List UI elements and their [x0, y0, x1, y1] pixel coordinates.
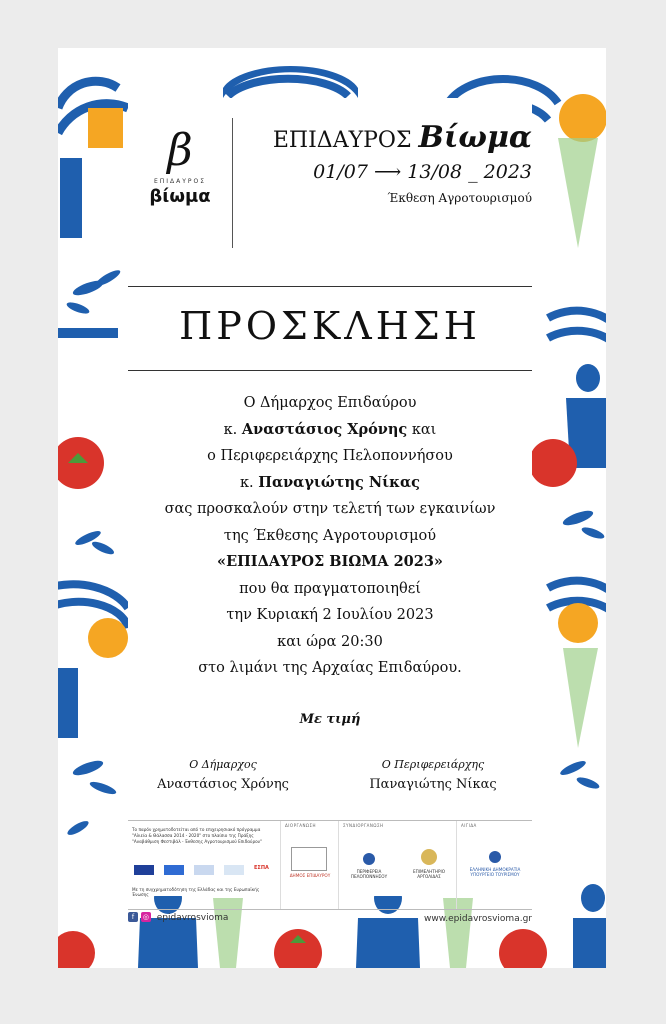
- governor-name: Παναγιώτης Νίκας: [258, 473, 421, 491]
- social-bar: [128, 912, 532, 932]
- sponsors-footer: [128, 820, 532, 910]
- event-subtitle: Έκθεση Αγροτουρισμού: [387, 191, 532, 205]
- invitation-body: [128, 390, 532, 682]
- heading-text: ΠΡΟΣΚΛΗΣΗ: [179, 304, 481, 348]
- body-line: σας προσκαλούν στην τελετή των εγκαινίων: [164, 501, 496, 517]
- instagram-icon[interactable]: ◎: [142, 913, 149, 921]
- signature-role: Ο Περιφερειάρχης: [381, 758, 485, 771]
- signature-name: Παναγιώτης Νίκας: [369, 777, 497, 792]
- body-line: Ο Δήμαρχος Επιδαύρου: [243, 395, 417, 411]
- fisheries-logo-icon: [224, 865, 244, 875]
- organizer-caption: ΔΙΟΡΓΑΝΩΣΗ: [285, 823, 317, 828]
- program-column: [128, 821, 278, 909]
- body-line: [128, 470, 532, 497]
- signature-name: Αναστάσιος Χρόνης: [157, 777, 289, 792]
- body-line: και ώρα 20:30: [277, 633, 383, 650]
- event-title-plain: ΕΠΙΔΑΥΡΟΣ: [272, 128, 412, 153]
- invitation-poster: [58, 48, 606, 968]
- region-logo-icon: [363, 853, 375, 865]
- invitation-heading: [128, 286, 532, 371]
- signature-mayor: [128, 758, 318, 792]
- arrow-icon: ⟶: [373, 161, 402, 183]
- auspices-caption: ΑΙΓΙΔΑ: [461, 823, 477, 828]
- mayor-name: Αναστάσιος Χρόνης: [241, 420, 408, 438]
- eu-flag-icon: [134, 865, 154, 875]
- body-line: την Κυριακή 2 Ιουλίου 2023: [226, 607, 434, 623]
- prefix-text: κ.: [239, 474, 254, 491]
- chamber-logo-icon: [421, 849, 437, 865]
- date-start: 01/07: [313, 161, 368, 183]
- greek-flag-icon: [164, 865, 184, 875]
- logo-symbol: β: [167, 125, 193, 176]
- logo: [128, 118, 233, 248]
- municipality-logo-icon: [291, 847, 327, 871]
- organizer-column: [280, 821, 337, 909]
- event-title-bold: Βίωμα: [418, 120, 532, 155]
- signature-role: Ο Δήμαρχος: [189, 758, 257, 771]
- body-line: ο Περιφερειάρχης Πελοποννήσου: [207, 448, 453, 464]
- auspices-column: [456, 821, 533, 909]
- header-title-block: [273, 120, 532, 205]
- dash-icon: _: [468, 161, 478, 183]
- coorganizer-column: [338, 821, 455, 909]
- logo-small-text: ΕΠΙΔΑΥΡΟΣ: [153, 178, 207, 185]
- auspices-name: ΕΛΛΗΝΙΚΗ ΔΗΜΟΚΡΑΤΙΑ ΥΠΟΥΡΓΕΙΟ ΤΟΥΡΙΣΜΟΥ: [469, 867, 521, 877]
- event-dates: [273, 161, 532, 183]
- header: [128, 98, 532, 287]
- social-handle[interactable]: epidavrosvioma: [156, 912, 229, 923]
- body-line: της Έκθεσης Αγροτουρισμού: [223, 527, 437, 544]
- invitation-card: [128, 98, 532, 924]
- logo-word: βίωμα: [149, 186, 211, 207]
- program-text: Το παρόν χρηματοδοτείται από το επιχειρησιακό πρόγραμμα "Αλιεία & Θάλασσα 2014 - 2020" στο πλαίσιο της Πράξης "Αναβάθμιση Φεστιβάλ - Έκθεσης Αγροτουρισμού Επιδαύρου": [132, 827, 263, 844]
- event-name: «ΕΠΙΔΑΥΡΟΣ ΒΙΩΜΑ 2023»: [217, 553, 443, 570]
- conjunction-text: και: [411, 421, 437, 438]
- program-logo-icon: [194, 865, 214, 875]
- cofund-text: Με τη συγχρηματοδότηση της Ελλάδας και της Ευρωπαϊκής Ένωσης: [132, 887, 260, 897]
- body-line: που θα πραγματοποιηθεί: [239, 580, 421, 597]
- event-year: 2023: [483, 161, 532, 183]
- date-end: 13/08: [407, 161, 463, 183]
- espa-logo: ΕΣΠΑ: [254, 865, 269, 871]
- facebook-icon[interactable]: f: [128, 912, 138, 922]
- coorganizer-name: ΕΠΙΜΕΛΗΤΗΡΙΟ ΑΡΓΟΛΙΔΑΣ: [412, 869, 446, 879]
- event-title: [273, 120, 532, 155]
- body-line: στο λιμάνι της Αρχαίας Επιδαύρου.: [198, 660, 462, 676]
- signature-governor: [338, 758, 528, 792]
- body-line: [128, 417, 532, 444]
- website-link[interactable]: www.epidavrosvioma.gr: [423, 914, 532, 924]
- coorganizer-name: ΠΕΡΙΦΕΡΕΙΑ ΠΕΛΟΠΟΝΝΗΣΟΥ: [350, 869, 388, 879]
- prefix-text: κ.: [223, 421, 238, 438]
- organizer-name: ΔΗΜΟΣ ΕΠΙΔΑΥΡΟΥ: [289, 873, 331, 878]
- coorganizer-caption: ΣΥΝΔΙΟΡΓΑΝΩΣΗ: [343, 823, 384, 828]
- ministry-logo-icon: [489, 851, 501, 863]
- closing-text: Με τιμή: [299, 712, 361, 727]
